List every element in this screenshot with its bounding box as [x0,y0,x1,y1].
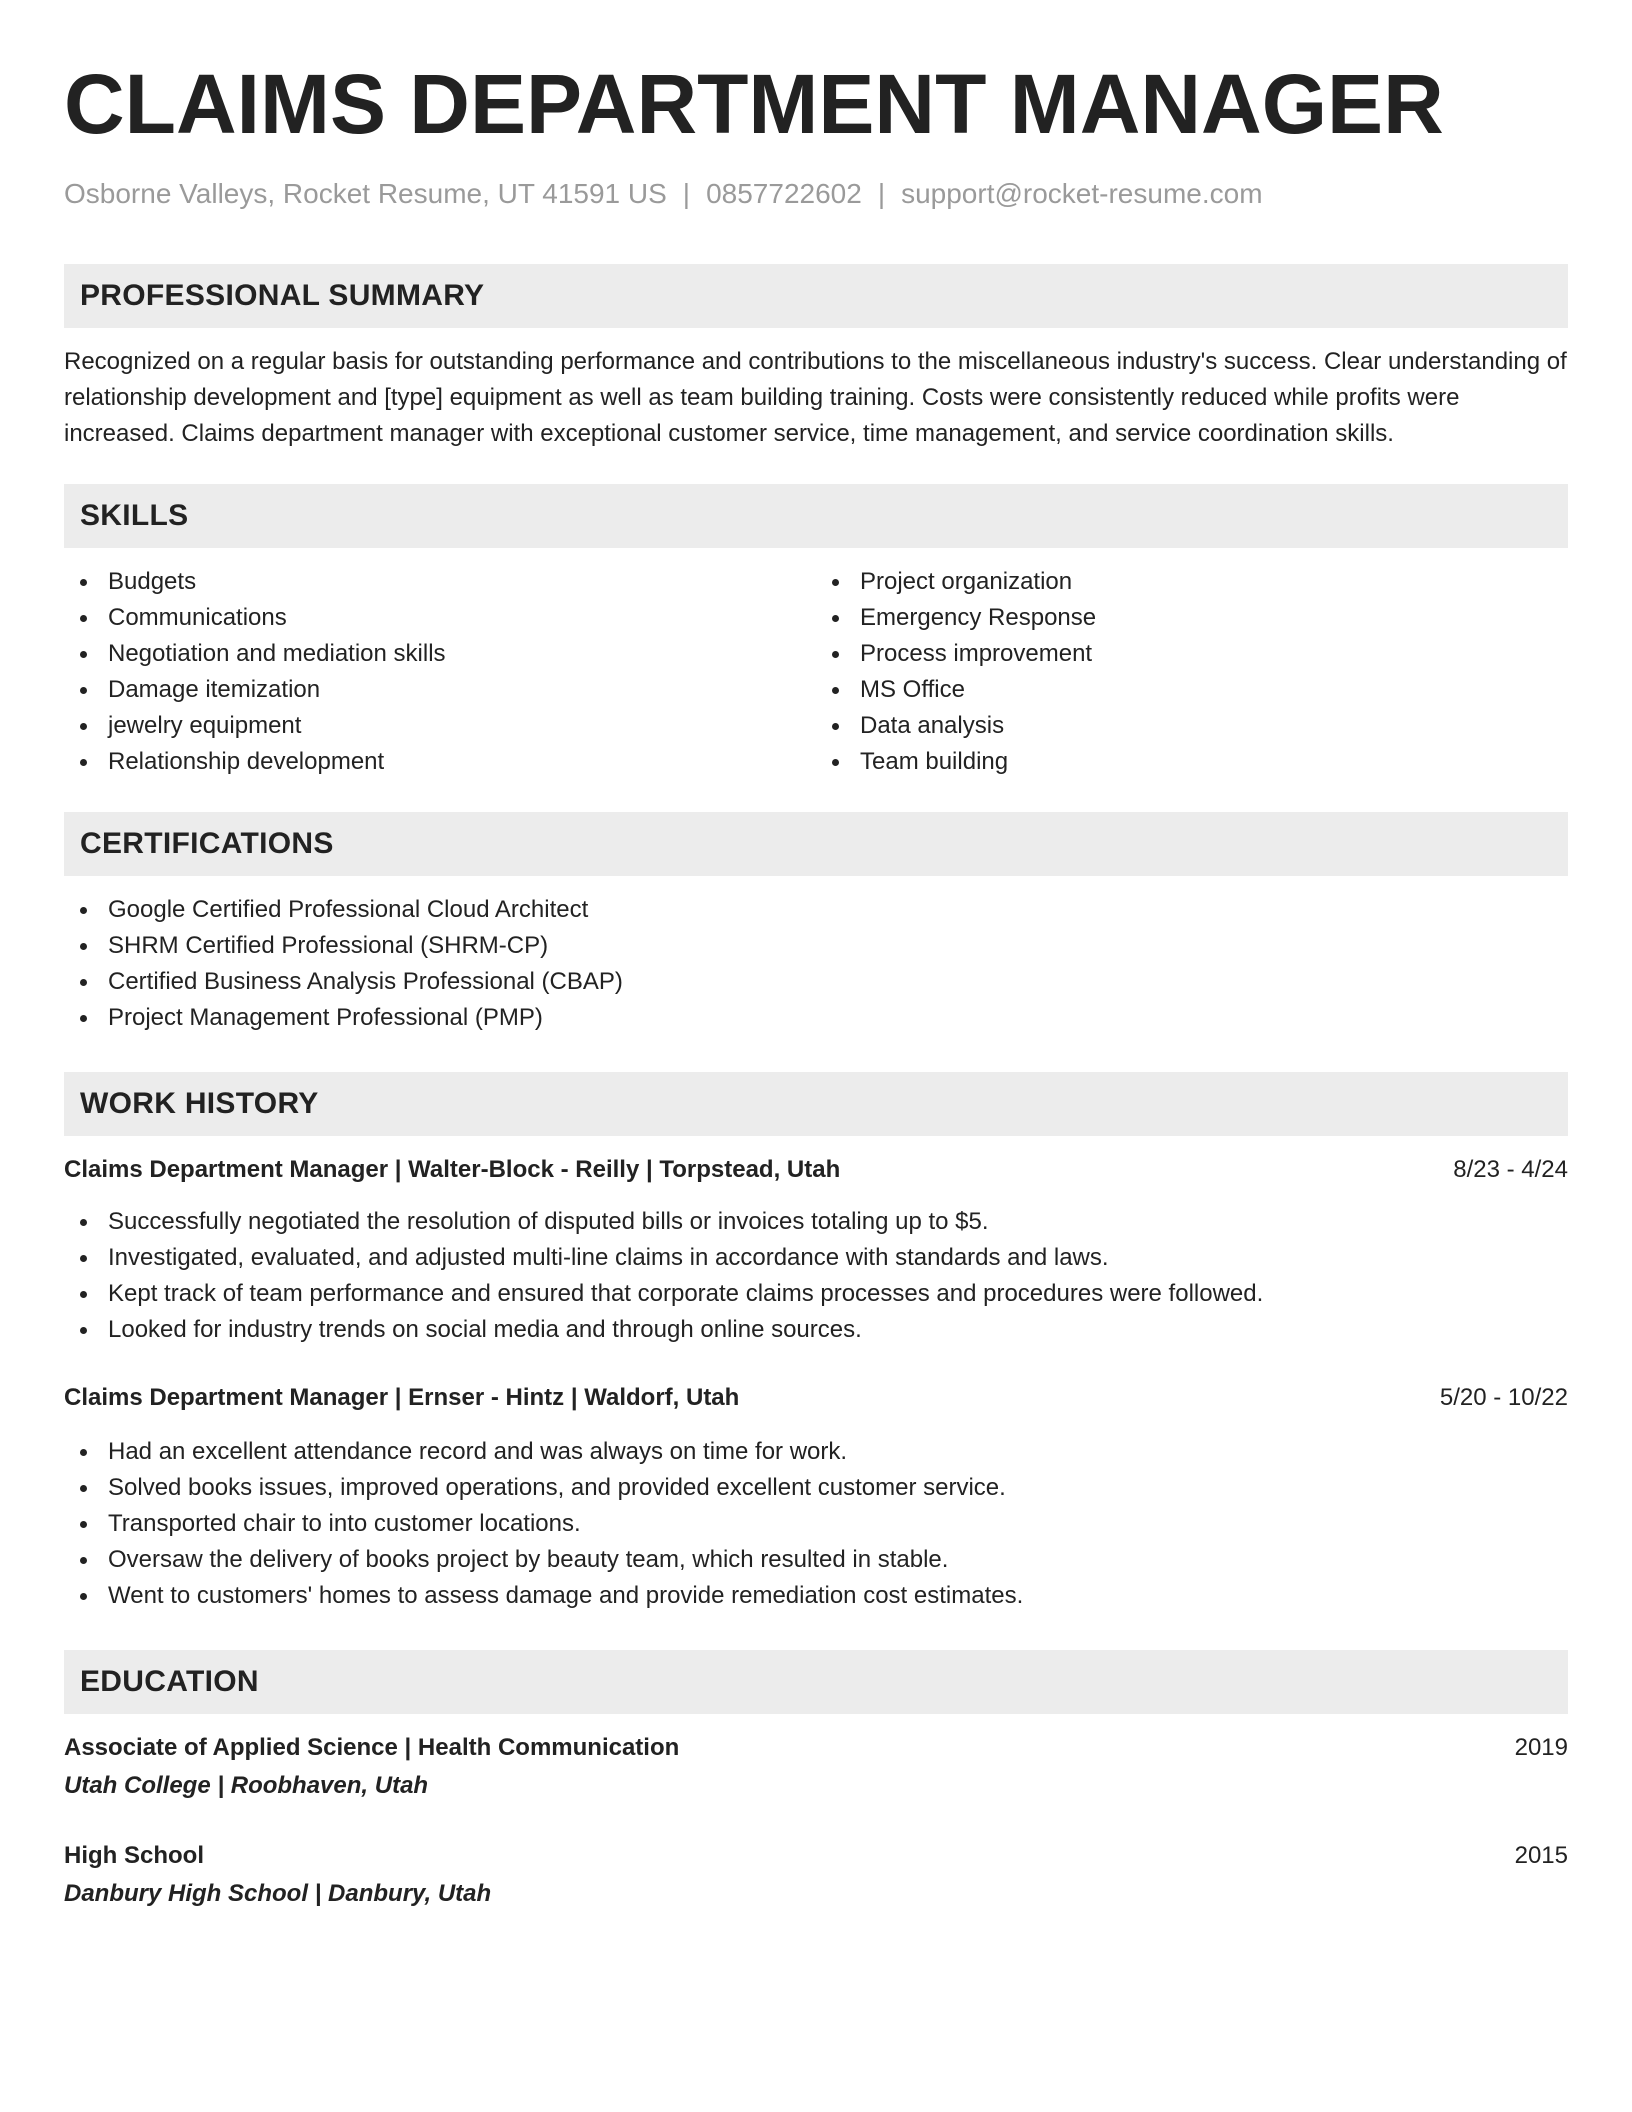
certification-item: SHRM Certified Professional (SHRM-CP) [64,928,1568,964]
job-bullet: Investigated, evaluated, and adjusted multi-line claims in accordance with standards and laws. [64,1240,1568,1276]
skill-item: Team building [816,744,1568,780]
summary-text: Recognized on a regular basis for outstanding performance and contributions to the miscellaneous industry's success. Clear understanding of relationship development and [type] equipment as well as team building training. Costs were consistently reduced while profits were increased. Claims department manager with exceptional customer service, time management, and service coordination skills. [64,348,1567,447]
certification-item: Project Management Professional (PMP) [64,1000,1568,1036]
job-bullet: Looked for industry trends on social media and through online sources. [64,1312,1568,1348]
skill-item: MS Office [816,672,1568,708]
section-header-education: EDUCATION [64,1650,1568,1714]
certifications-list [64,892,1568,1036]
education-entry [64,1730,1568,1804]
education-school: Utah College | Roobhaven, Utah [64,1772,429,1799]
contact-separator: | [682,178,691,209]
skill-item: Process improvement [816,636,1568,672]
skill-item: Emergency Response [816,600,1568,636]
education-year: 2015 [1514,1842,1568,1869]
education-entry [64,1838,1568,1912]
contact-line [64,176,1568,212]
job-bullet: Successfully negotiated the resolution of disputed bills or invoices totaling up to $5. [64,1204,1568,1240]
section-header-summary: PROFESSIONAL SUMMARY [64,264,1568,328]
job-entry [64,1152,1568,1348]
job-title: Claims Department Manager | Walter-Block - Reilly | Torpstead, Utah [64,1156,841,1183]
job-bullet: Went to customers' homes to assess damage and provide remediation cost estimates. [64,1578,1568,1614]
skill-item: Communications [64,600,816,636]
skill-item: Budgets [64,564,816,600]
job-bullet: Oversaw the delivery of books project by beauty team, which resulted in stable. [64,1542,1568,1578]
skill-item: Damage itemization [64,672,816,708]
education-degree: Associate of Applied Science | Health Communication [64,1734,680,1761]
section-header-certifications: CERTIFICATIONS [64,812,1568,876]
contact-address: Osborne Valleys, Rocket Resume, UT 41591 US [64,178,667,209]
job-bullet: Kept track of team performance and ensured that corporate claims processes and procedures were followed. [64,1276,1568,1312]
job-bullets [64,1204,1568,1348]
certification-item: Google Certified Professional Cloud Architect [64,892,1568,928]
skill-item: Negotiation and mediation skills [64,636,816,672]
contact-email: support@rocket-resume.com [901,178,1263,209]
education-school: Danbury High School | Danbury, Utah [64,1880,492,1907]
job-bullet: Had an excellent attendance record and was always on time for work. [64,1434,1568,1470]
job-bullets [64,1434,1568,1614]
job-dates: 8/23 - 4/24 [1453,1156,1568,1183]
job-heading-row [64,1380,1568,1416]
skills-column-right [816,564,1568,780]
job-title: Claims Department Manager | Ernser - Hintz | Waldorf, Utah [64,1384,740,1411]
skill-item: Data analysis [816,708,1568,744]
education-heading-row [64,1730,1568,1766]
skill-item: Relationship development [64,744,816,780]
certification-item: Certified Business Analysis Professional (CBAP) [64,964,1568,1000]
job-bullet: Solved books issues, improved operations, and provided excellent customer service. [64,1470,1568,1506]
candidate-name: CLAIMS DEPARTMENT MANAGER [64,57,1444,151]
job-entry [64,1380,1568,1614]
section-header-skills: SKILLS [64,484,1568,548]
contact-phone: 0857722602 [706,178,862,209]
education-year: 2019 [1514,1734,1568,1761]
skill-item: jewelry equipment [64,708,816,744]
education-degree: High School [64,1842,204,1869]
job-bullet: Transported chair to into customer locations. [64,1506,1568,1542]
skill-item: Project organization [816,564,1568,600]
section-header-work-history: WORK HISTORY [64,1072,1568,1136]
job-heading-row [64,1152,1568,1188]
skills-grid [64,564,1568,780]
job-dates: 5/20 - 10/22 [1439,1384,1568,1411]
skills-column-left [64,564,816,780]
contact-separator: | [877,178,886,209]
education-heading-row [64,1838,1568,1874]
